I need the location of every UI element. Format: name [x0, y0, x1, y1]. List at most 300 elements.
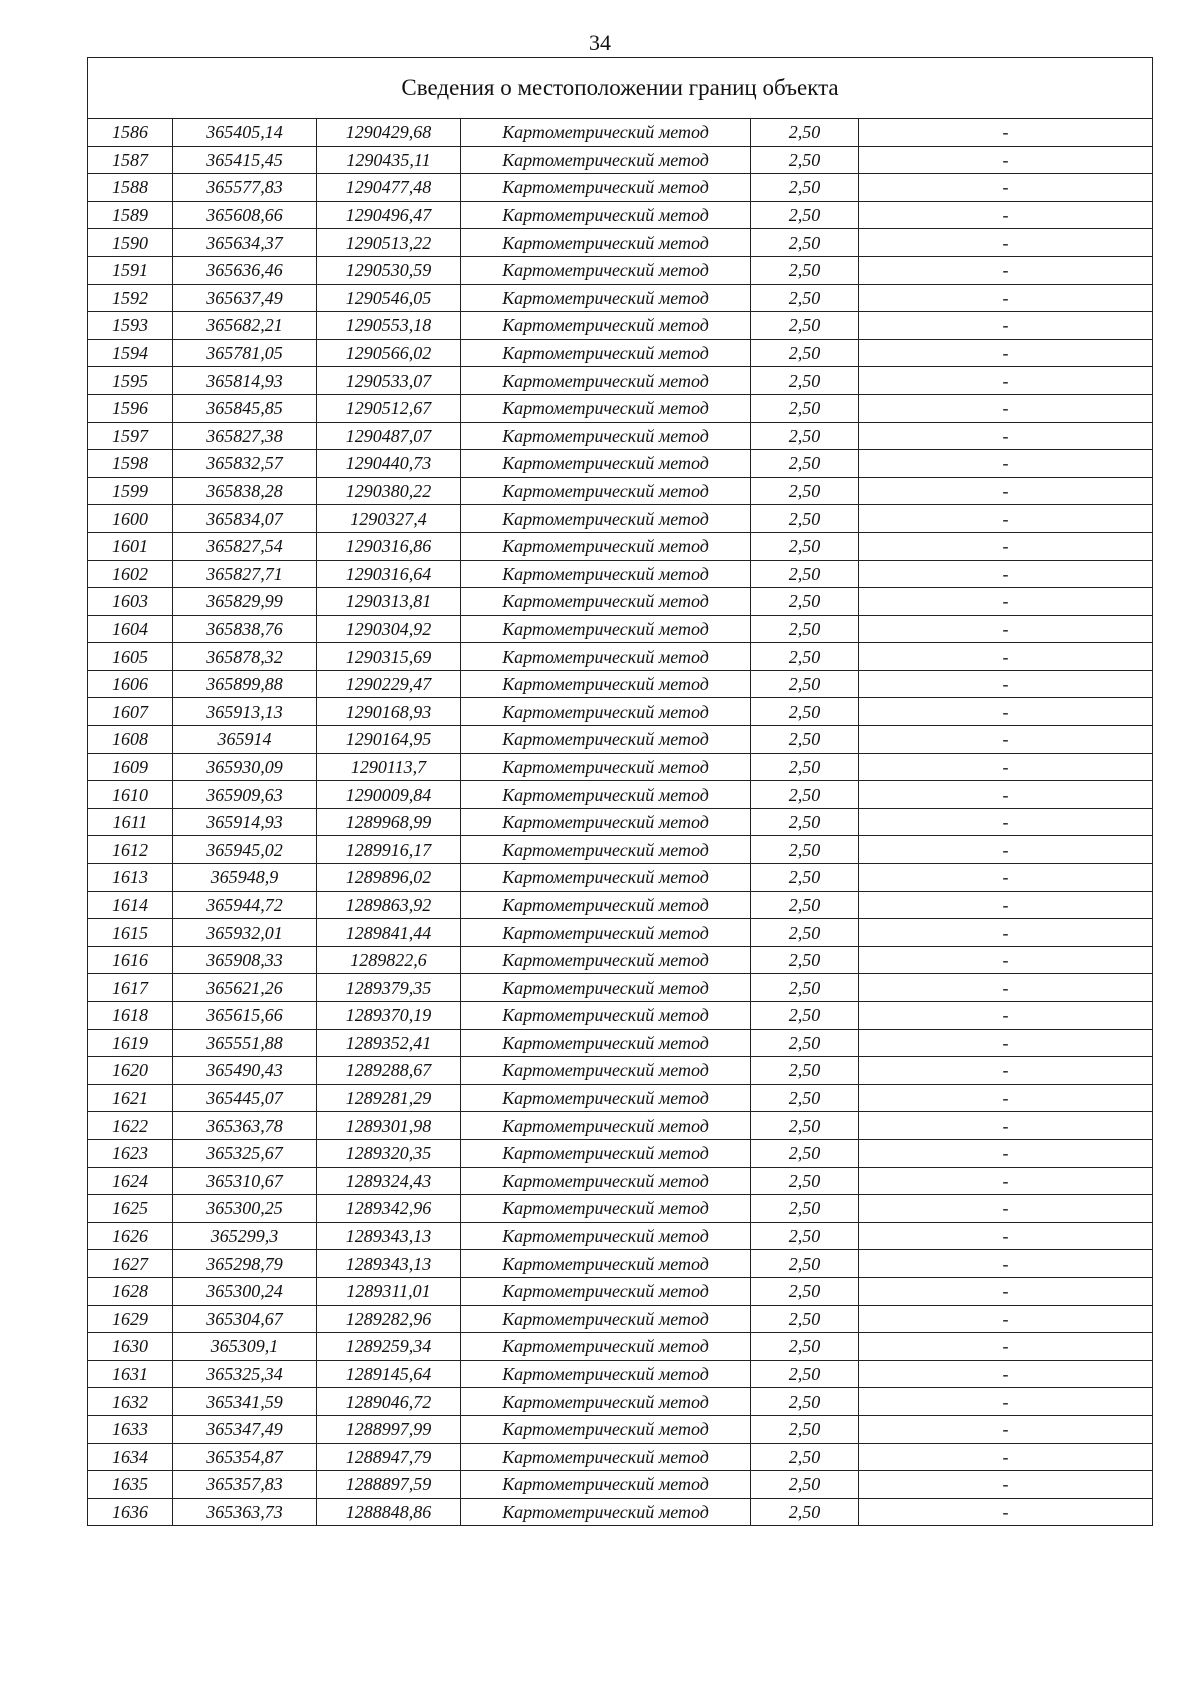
- y-coordinate-cell: 1290168,93: [317, 698, 461, 726]
- y-coordinate-cell: 1290435,11: [317, 146, 461, 174]
- x-coordinate-cell: 365309,1: [173, 1333, 317, 1361]
- table-row: [88, 670, 1153, 698]
- x-coordinate-cell: 365781,05: [173, 339, 317, 367]
- boundary-coordinates-table: [87, 57, 1153, 1526]
- x-coordinate-cell: 365354,87: [173, 1443, 317, 1471]
- method-cell: Картометрический метод: [461, 836, 751, 864]
- y-coordinate-cell: 1289379,35: [317, 974, 461, 1002]
- x-coordinate-cell: 365300,25: [173, 1195, 317, 1223]
- table-row: [88, 1360, 1153, 1388]
- y-coordinate-cell: 1289343,13: [317, 1222, 461, 1250]
- x-coordinate-cell: 365363,73: [173, 1498, 317, 1526]
- point-number-cell: 1600: [88, 505, 173, 533]
- point-number-cell: 1602: [88, 560, 173, 588]
- point-number-cell: 1635: [88, 1471, 173, 1499]
- point-number-cell: 1605: [88, 643, 173, 671]
- method-cell: Картометрический метод: [461, 119, 751, 147]
- description-cell: -: [859, 1084, 1153, 1112]
- point-number-cell: 1598: [88, 450, 173, 478]
- precision-cell: 2,50: [751, 560, 859, 588]
- point-number-cell: 1632: [88, 1388, 173, 1416]
- precision-cell: 2,50: [751, 229, 859, 257]
- table-row: [88, 1084, 1153, 1112]
- description-cell: -: [859, 1139, 1153, 1167]
- method-cell: Картометрический метод: [461, 394, 751, 422]
- precision-cell: 2,50: [751, 1498, 859, 1526]
- description-cell: -: [859, 532, 1153, 560]
- table-row: [88, 1222, 1153, 1250]
- table-row: [88, 201, 1153, 229]
- point-number-cell: 1620: [88, 1057, 173, 1085]
- table-row: [88, 698, 1153, 726]
- description-cell: -: [859, 615, 1153, 643]
- precision-cell: 2,50: [751, 201, 859, 229]
- y-coordinate-cell: 1290566,02: [317, 339, 461, 367]
- x-coordinate-cell: 365948,9: [173, 864, 317, 892]
- method-cell: Картометрический метод: [461, 532, 751, 560]
- point-number-cell: 1590: [88, 229, 173, 257]
- precision-cell: 2,50: [751, 1250, 859, 1278]
- method-cell: Картометрический метод: [461, 174, 751, 202]
- table-row: [88, 1333, 1153, 1361]
- precision-cell: 2,50: [751, 808, 859, 836]
- description-cell: -: [859, 284, 1153, 312]
- x-coordinate-cell: 365636,46: [173, 256, 317, 284]
- x-coordinate-cell: 365325,34: [173, 1360, 317, 1388]
- description-cell: -: [859, 146, 1153, 174]
- y-coordinate-cell: 1290315,69: [317, 643, 461, 671]
- y-coordinate-cell: 1289320,35: [317, 1139, 461, 1167]
- point-number-cell: 1633: [88, 1415, 173, 1443]
- method-cell: Картометрический метод: [461, 450, 751, 478]
- description-cell: -: [859, 698, 1153, 726]
- description-cell: -: [859, 312, 1153, 340]
- precision-cell: 2,50: [751, 394, 859, 422]
- table-row: [88, 394, 1153, 422]
- table-row: [88, 1029, 1153, 1057]
- precision-cell: 2,50: [751, 422, 859, 450]
- description-cell: -: [859, 174, 1153, 202]
- precision-cell: 2,50: [751, 615, 859, 643]
- precision-cell: 2,50: [751, 1139, 859, 1167]
- x-coordinate-cell: 365490,43: [173, 1057, 317, 1085]
- point-number-cell: 1586: [88, 119, 173, 147]
- precision-cell: 2,50: [751, 781, 859, 809]
- x-coordinate-cell: 365363,78: [173, 1112, 317, 1140]
- x-coordinate-cell: 365814,93: [173, 367, 317, 395]
- method-cell: Картометрический метод: [461, 1029, 751, 1057]
- y-coordinate-cell: 1289282,96: [317, 1305, 461, 1333]
- point-number-cell: 1596: [88, 394, 173, 422]
- description-cell: -: [859, 1471, 1153, 1499]
- table-row: [88, 422, 1153, 450]
- method-cell: Картометрический метод: [461, 698, 751, 726]
- method-cell: Картометрический метод: [461, 1305, 751, 1333]
- method-cell: Картометрический метод: [461, 670, 751, 698]
- method-cell: Картометрический метод: [461, 312, 751, 340]
- method-cell: Картометрический метод: [461, 284, 751, 312]
- method-cell: Картометрический метод: [461, 201, 751, 229]
- y-coordinate-cell: 1290113,7: [317, 753, 461, 781]
- point-number-cell: 1603: [88, 588, 173, 616]
- precision-cell: 2,50: [751, 1057, 859, 1085]
- y-coordinate-cell: 1290513,22: [317, 229, 461, 257]
- description-cell: -: [859, 201, 1153, 229]
- boundary-table-container: [87, 57, 1152, 1526]
- table-row: [88, 864, 1153, 892]
- point-number-cell: 1609: [88, 753, 173, 781]
- precision-cell: 2,50: [751, 698, 859, 726]
- x-coordinate-cell: 365834,07: [173, 505, 317, 533]
- x-coordinate-cell: 365357,83: [173, 1471, 317, 1499]
- table-row: [88, 781, 1153, 809]
- method-cell: Картометрический метод: [461, 1112, 751, 1140]
- point-number-cell: 1621: [88, 1084, 173, 1112]
- y-coordinate-cell: 1290512,67: [317, 394, 461, 422]
- description-cell: -: [859, 726, 1153, 754]
- precision-cell: 2,50: [751, 477, 859, 505]
- table-row: [88, 174, 1153, 202]
- point-number-cell: 1613: [88, 864, 173, 892]
- table-row: [88, 505, 1153, 533]
- point-number-cell: 1618: [88, 1002, 173, 1030]
- x-coordinate-cell: 365832,57: [173, 450, 317, 478]
- y-coordinate-cell: 1290327,4: [317, 505, 461, 533]
- method-cell: Картометрический метод: [461, 1084, 751, 1112]
- point-number-cell: 1594: [88, 339, 173, 367]
- description-cell: -: [859, 1415, 1153, 1443]
- x-coordinate-cell: 365827,38: [173, 422, 317, 450]
- precision-cell: 2,50: [751, 1333, 859, 1361]
- method-cell: Картометрический метод: [461, 946, 751, 974]
- x-coordinate-cell: 365304,67: [173, 1305, 317, 1333]
- x-coordinate-cell: 365415,45: [173, 146, 317, 174]
- precision-cell: 2,50: [751, 1112, 859, 1140]
- y-coordinate-cell: 1289311,01: [317, 1277, 461, 1305]
- method-cell: Картометрический метод: [461, 615, 751, 643]
- table-row: [88, 753, 1153, 781]
- y-coordinate-cell: 1289343,13: [317, 1250, 461, 1278]
- description-cell: -: [859, 1250, 1153, 1278]
- y-coordinate-cell: 1290546,05: [317, 284, 461, 312]
- table-row: [88, 1277, 1153, 1305]
- x-coordinate-cell: 365913,13: [173, 698, 317, 726]
- point-number-cell: 1615: [88, 919, 173, 947]
- precision-cell: 2,50: [751, 1222, 859, 1250]
- table-row: [88, 256, 1153, 284]
- table-row: [88, 836, 1153, 864]
- description-cell: -: [859, 1333, 1153, 1361]
- y-coordinate-cell: 1288947,79: [317, 1443, 461, 1471]
- y-coordinate-cell: 1290429,68: [317, 119, 461, 147]
- precision-cell: 2,50: [751, 1029, 859, 1057]
- description-cell: -: [859, 560, 1153, 588]
- table-row: [88, 339, 1153, 367]
- y-coordinate-cell: 1290487,07: [317, 422, 461, 450]
- precision-cell: 2,50: [751, 146, 859, 174]
- method-cell: Картометрический метод: [461, 367, 751, 395]
- point-number-cell: 1589: [88, 201, 173, 229]
- method-cell: Картометрический метод: [461, 477, 751, 505]
- y-coordinate-cell: 1288848,86: [317, 1498, 461, 1526]
- point-number-cell: 1587: [88, 146, 173, 174]
- description-cell: -: [859, 119, 1153, 147]
- precision-cell: 2,50: [751, 1415, 859, 1443]
- y-coordinate-cell: 1290229,47: [317, 670, 461, 698]
- y-coordinate-cell: 1288897,59: [317, 1471, 461, 1499]
- method-cell: Картометрический метод: [461, 505, 751, 533]
- table-row: [88, 532, 1153, 560]
- method-cell: Картометрический метод: [461, 1057, 751, 1085]
- table-row: [88, 477, 1153, 505]
- x-coordinate-cell: 365930,09: [173, 753, 317, 781]
- point-number-cell: 1629: [88, 1305, 173, 1333]
- table-row: [88, 229, 1153, 257]
- method-cell: Картометрический метод: [461, 1139, 751, 1167]
- method-cell: Картометрический метод: [461, 919, 751, 947]
- precision-cell: 2,50: [751, 1002, 859, 1030]
- precision-cell: 2,50: [751, 670, 859, 698]
- description-cell: -: [859, 974, 1153, 1002]
- point-number-cell: 1622: [88, 1112, 173, 1140]
- table-title: Сведения о местоположении границ объекта: [88, 58, 1153, 119]
- table-row: [88, 1415, 1153, 1443]
- precision-cell: 2,50: [751, 1084, 859, 1112]
- y-coordinate-cell: 1289342,96: [317, 1195, 461, 1223]
- description-cell: -: [859, 394, 1153, 422]
- method-cell: Картометрический метод: [461, 891, 751, 919]
- x-coordinate-cell: 365945,02: [173, 836, 317, 864]
- description-cell: -: [859, 422, 1153, 450]
- y-coordinate-cell: 1290313,81: [317, 588, 461, 616]
- x-coordinate-cell: 365634,37: [173, 229, 317, 257]
- y-coordinate-cell: 1289896,02: [317, 864, 461, 892]
- description-cell: -: [859, 588, 1153, 616]
- precision-cell: 2,50: [751, 339, 859, 367]
- description-cell: -: [859, 477, 1153, 505]
- method-cell: Картометрический метод: [461, 588, 751, 616]
- point-number-cell: 1608: [88, 726, 173, 754]
- precision-cell: 2,50: [751, 532, 859, 560]
- y-coordinate-cell: 1289281,29: [317, 1084, 461, 1112]
- description-cell: -: [859, 670, 1153, 698]
- table-row: [88, 146, 1153, 174]
- point-number-cell: 1607: [88, 698, 173, 726]
- method-cell: Картометрический метод: [461, 974, 751, 1002]
- table-row: [88, 367, 1153, 395]
- precision-cell: 2,50: [751, 1167, 859, 1195]
- table-row: [88, 1002, 1153, 1030]
- table-row: [88, 1471, 1153, 1499]
- description-cell: -: [859, 256, 1153, 284]
- precision-cell: 2,50: [751, 505, 859, 533]
- precision-cell: 2,50: [751, 1305, 859, 1333]
- table-row: [88, 1167, 1153, 1195]
- method-cell: Картометрический метод: [461, 1333, 751, 1361]
- description-cell: -: [859, 1443, 1153, 1471]
- y-coordinate-cell: 1290533,07: [317, 367, 461, 395]
- table-row: [88, 974, 1153, 1002]
- method-cell: Картометрический метод: [461, 1388, 751, 1416]
- x-coordinate-cell: 365878,32: [173, 643, 317, 671]
- method-cell: Картометрический метод: [461, 1471, 751, 1499]
- y-coordinate-cell: 1290380,22: [317, 477, 461, 505]
- x-coordinate-cell: 365944,72: [173, 891, 317, 919]
- description-cell: -: [859, 1277, 1153, 1305]
- x-coordinate-cell: 365299,3: [173, 1222, 317, 1250]
- precision-cell: 2,50: [751, 1388, 859, 1416]
- point-number-cell: 1599: [88, 477, 173, 505]
- x-coordinate-cell: 365829,99: [173, 588, 317, 616]
- y-coordinate-cell: 1290530,59: [317, 256, 461, 284]
- point-number-cell: 1592: [88, 284, 173, 312]
- precision-cell: 2,50: [751, 588, 859, 616]
- y-coordinate-cell: 1290164,95: [317, 726, 461, 754]
- point-number-cell: 1625: [88, 1195, 173, 1223]
- x-coordinate-cell: 365637,49: [173, 284, 317, 312]
- description-cell: -: [859, 1195, 1153, 1223]
- description-cell: -: [859, 1498, 1153, 1526]
- precision-cell: 2,50: [751, 1195, 859, 1223]
- x-coordinate-cell: 365615,66: [173, 1002, 317, 1030]
- table-row: [88, 1443, 1153, 1471]
- y-coordinate-cell: 1290304,92: [317, 615, 461, 643]
- description-cell: -: [859, 1167, 1153, 1195]
- y-coordinate-cell: 1289822,6: [317, 946, 461, 974]
- x-coordinate-cell: 365838,28: [173, 477, 317, 505]
- point-number-cell: 1610: [88, 781, 173, 809]
- description-cell: -: [859, 339, 1153, 367]
- description-cell: -: [859, 1029, 1153, 1057]
- precision-cell: 2,50: [751, 726, 859, 754]
- x-coordinate-cell: 365845,85: [173, 394, 317, 422]
- precision-cell: 2,50: [751, 1443, 859, 1471]
- y-coordinate-cell: 1290009,84: [317, 781, 461, 809]
- method-cell: Картометрический метод: [461, 781, 751, 809]
- description-cell: -: [859, 229, 1153, 257]
- y-coordinate-cell: 1289916,17: [317, 836, 461, 864]
- table-body: [88, 119, 1153, 1526]
- table-row: [88, 808, 1153, 836]
- point-number-cell: 1606: [88, 670, 173, 698]
- method-cell: Картометрический метод: [461, 753, 751, 781]
- method-cell: Картометрический метод: [461, 560, 751, 588]
- y-coordinate-cell: 1289288,67: [317, 1057, 461, 1085]
- precision-cell: 2,50: [751, 643, 859, 671]
- precision-cell: 2,50: [751, 753, 859, 781]
- point-number-cell: 1628: [88, 1277, 173, 1305]
- method-cell: Картометрический метод: [461, 726, 751, 754]
- y-coordinate-cell: 1289968,99: [317, 808, 461, 836]
- x-coordinate-cell: 365445,07: [173, 1084, 317, 1112]
- x-coordinate-cell: 365347,49: [173, 1415, 317, 1443]
- table-row: [88, 284, 1153, 312]
- precision-cell: 2,50: [751, 946, 859, 974]
- y-coordinate-cell: 1290553,18: [317, 312, 461, 340]
- description-cell: -: [859, 450, 1153, 478]
- x-coordinate-cell: 365908,33: [173, 946, 317, 974]
- x-coordinate-cell: 365341,59: [173, 1388, 317, 1416]
- y-coordinate-cell: 1290440,73: [317, 450, 461, 478]
- description-cell: -: [859, 808, 1153, 836]
- method-cell: Картометрический метод: [461, 1415, 751, 1443]
- precision-cell: 2,50: [751, 836, 859, 864]
- table-row: [88, 726, 1153, 754]
- page-number: 34: [589, 30, 611, 55]
- method-cell: Картометрический метод: [461, 808, 751, 836]
- table-row: [88, 560, 1153, 588]
- table-row: [88, 643, 1153, 671]
- y-coordinate-cell: 1289046,72: [317, 1388, 461, 1416]
- x-coordinate-cell: 365914: [173, 726, 317, 754]
- precision-cell: 2,50: [751, 256, 859, 284]
- x-coordinate-cell: 365551,88: [173, 1029, 317, 1057]
- y-coordinate-cell: 1290316,86: [317, 532, 461, 560]
- method-cell: Картометрический метод: [461, 339, 751, 367]
- precision-cell: 2,50: [751, 450, 859, 478]
- x-coordinate-cell: 365577,83: [173, 174, 317, 202]
- method-cell: Картометрический метод: [461, 1498, 751, 1526]
- method-cell: Картометрический метод: [461, 256, 751, 284]
- precision-cell: 2,50: [751, 1277, 859, 1305]
- point-number-cell: 1623: [88, 1139, 173, 1167]
- point-number-cell: 1630: [88, 1333, 173, 1361]
- x-coordinate-cell: 365838,76: [173, 615, 317, 643]
- description-cell: -: [859, 1305, 1153, 1333]
- table-row: [88, 1250, 1153, 1278]
- description-cell: -: [859, 1057, 1153, 1085]
- table-row: [88, 450, 1153, 478]
- x-coordinate-cell: 365932,01: [173, 919, 317, 947]
- method-cell: Картометрический метод: [461, 1250, 751, 1278]
- description-cell: -: [859, 643, 1153, 671]
- point-number-cell: 1604: [88, 615, 173, 643]
- precision-cell: 2,50: [751, 119, 859, 147]
- point-number-cell: 1595: [88, 367, 173, 395]
- table-row: [88, 1057, 1153, 1085]
- point-number-cell: 1591: [88, 256, 173, 284]
- point-number-cell: 1593: [88, 312, 173, 340]
- description-cell: -: [859, 753, 1153, 781]
- point-number-cell: 1619: [88, 1029, 173, 1057]
- method-cell: Картометрический метод: [461, 1195, 751, 1223]
- method-cell: Картометрический метод: [461, 422, 751, 450]
- x-coordinate-cell: 365899,88: [173, 670, 317, 698]
- method-cell: Картометрический метод: [461, 229, 751, 257]
- precision-cell: 2,50: [751, 864, 859, 892]
- y-coordinate-cell: 1289863,92: [317, 891, 461, 919]
- x-coordinate-cell: 365608,66: [173, 201, 317, 229]
- precision-cell: 2,50: [751, 312, 859, 340]
- y-coordinate-cell: 1288997,99: [317, 1415, 461, 1443]
- point-number-cell: 1627: [88, 1250, 173, 1278]
- x-coordinate-cell: 365310,67: [173, 1167, 317, 1195]
- x-coordinate-cell: 365621,26: [173, 974, 317, 1002]
- table-row: [88, 1139, 1153, 1167]
- x-coordinate-cell: 365325,67: [173, 1139, 317, 1167]
- precision-cell: 2,50: [751, 174, 859, 202]
- table-row: [88, 891, 1153, 919]
- table-row: [88, 1498, 1153, 1526]
- point-number-cell: 1626: [88, 1222, 173, 1250]
- table-row: [88, 1388, 1153, 1416]
- table-row: [88, 1195, 1153, 1223]
- x-coordinate-cell: 365682,21: [173, 312, 317, 340]
- description-cell: -: [859, 946, 1153, 974]
- point-number-cell: 1588: [88, 174, 173, 202]
- method-cell: Картометрический метод: [461, 1277, 751, 1305]
- description-cell: -: [859, 836, 1153, 864]
